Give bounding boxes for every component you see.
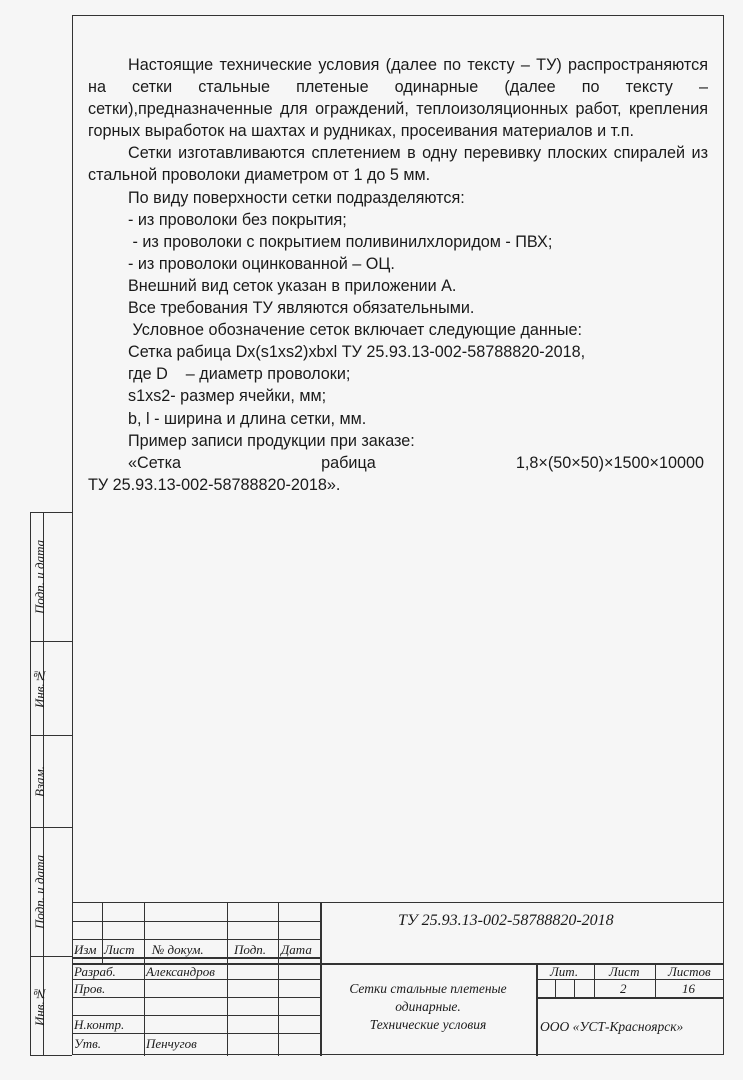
designation-bl: b, l - ширина и длина сетки, мм. bbox=[128, 409, 367, 428]
label-podp-data: Подп. и дата bbox=[32, 539, 47, 615]
order-example-heading: Пример записи продукции при заказе: bbox=[128, 431, 415, 450]
title-block bbox=[72, 902, 724, 1056]
document-code: ТУ 25.93.13-002-58788820-2018 bbox=[398, 912, 614, 929]
prov-label: Пров. bbox=[74, 981, 106, 996]
sheet-number: 2 bbox=[620, 981, 627, 996]
order-example-part: 1,8×(50×50)×1500×10000 bbox=[515, 453, 704, 472]
designation-s: s1xs2- размер ячейки, мм; bbox=[128, 387, 327, 406]
paragraph-scope: Настоящие технические условия (далее по тексту – ТУ) распространяются на сетки стальные плетеные одинарные (далее по тексту – сетки),предназначенные для ограждений, теплоизоляционных работ, крепления горных выработок на шахтах и рудниках, просеивания материалов и т.п. bbox=[88, 56, 708, 141]
col-data: Дата bbox=[281, 942, 312, 957]
list-item: - из проволоки с покрытием поливинилхлоридом - ПВХ; bbox=[128, 232, 553, 251]
col-podp: Подп. bbox=[234, 942, 267, 957]
body-text bbox=[88, 54, 708, 496]
label-inv-no: Инв.№ bbox=[32, 986, 47, 1026]
col-izm: Изм bbox=[74, 942, 97, 957]
nkontr-label: Н.контр. bbox=[74, 1017, 125, 1032]
paragraph-surface-types: По виду поверхности сетки подразделяются: bbox=[128, 188, 465, 207]
paragraph-requirements: Все требования ТУ являются обязательными. bbox=[128, 299, 475, 318]
title-line: Сетки стальные плетеные bbox=[349, 981, 507, 996]
title-line: одинарные. bbox=[395, 999, 461, 1014]
order-example-part: рабица bbox=[321, 453, 376, 472]
utv-label: Утв. bbox=[74, 1036, 102, 1051]
label-inv-no: Инв.№ bbox=[32, 668, 47, 708]
lit-label: Лит. bbox=[550, 964, 579, 979]
list-item: - из проволоки оцинкованной – ОЦ. bbox=[128, 254, 395, 273]
col-list: Лист bbox=[104, 942, 135, 957]
label-podp-data: Подп. и дата bbox=[32, 854, 47, 929]
col-dokum: № докум. bbox=[152, 942, 204, 957]
razrab-label: Разраб. bbox=[74, 964, 116, 979]
paragraph-appearance: Внешний вид сеток указан в приложении А. bbox=[128, 276, 457, 295]
margin-stamp-strip bbox=[30, 512, 72, 1056]
organization: ООО «УСТ-Красноярск» bbox=[540, 1019, 684, 1034]
order-example-tu: ТУ 25.93.13-002-58788820-2018». bbox=[88, 475, 341, 494]
utv-name: Пенчугов bbox=[146, 1036, 197, 1051]
sheets-label: Листов bbox=[668, 964, 711, 979]
title-line: Технические условия bbox=[369, 1017, 487, 1032]
list-item: - из проволоки без покрытия; bbox=[128, 210, 347, 229]
label-vzam: Взам. bbox=[32, 765, 47, 797]
paragraph-designation: Условное обозначение сеток включает следующие данные: bbox=[128, 321, 582, 340]
designation-d: где D – диаметр проволоки; bbox=[128, 365, 351, 384]
order-example-part: «Сетка bbox=[128, 453, 182, 472]
sheet-label: Лист bbox=[609, 964, 640, 979]
designation-formula: Сетка рабица Dx(s1xs2)xbxl ТУ 25.93.13-002-58788820-2018, bbox=[128, 343, 586, 362]
document-title bbox=[324, 980, 532, 1034]
sheets-total: 16 bbox=[682, 981, 695, 996]
razrab-name: Александров bbox=[146, 964, 215, 979]
order-example-line bbox=[88, 452, 708, 474]
paragraph-manufacture: Сетки изготавливаются сплетением в одну перевивку плоских спиралей из стальной проволоки диаметром от 1 до 5 мм. bbox=[88, 144, 708, 185]
